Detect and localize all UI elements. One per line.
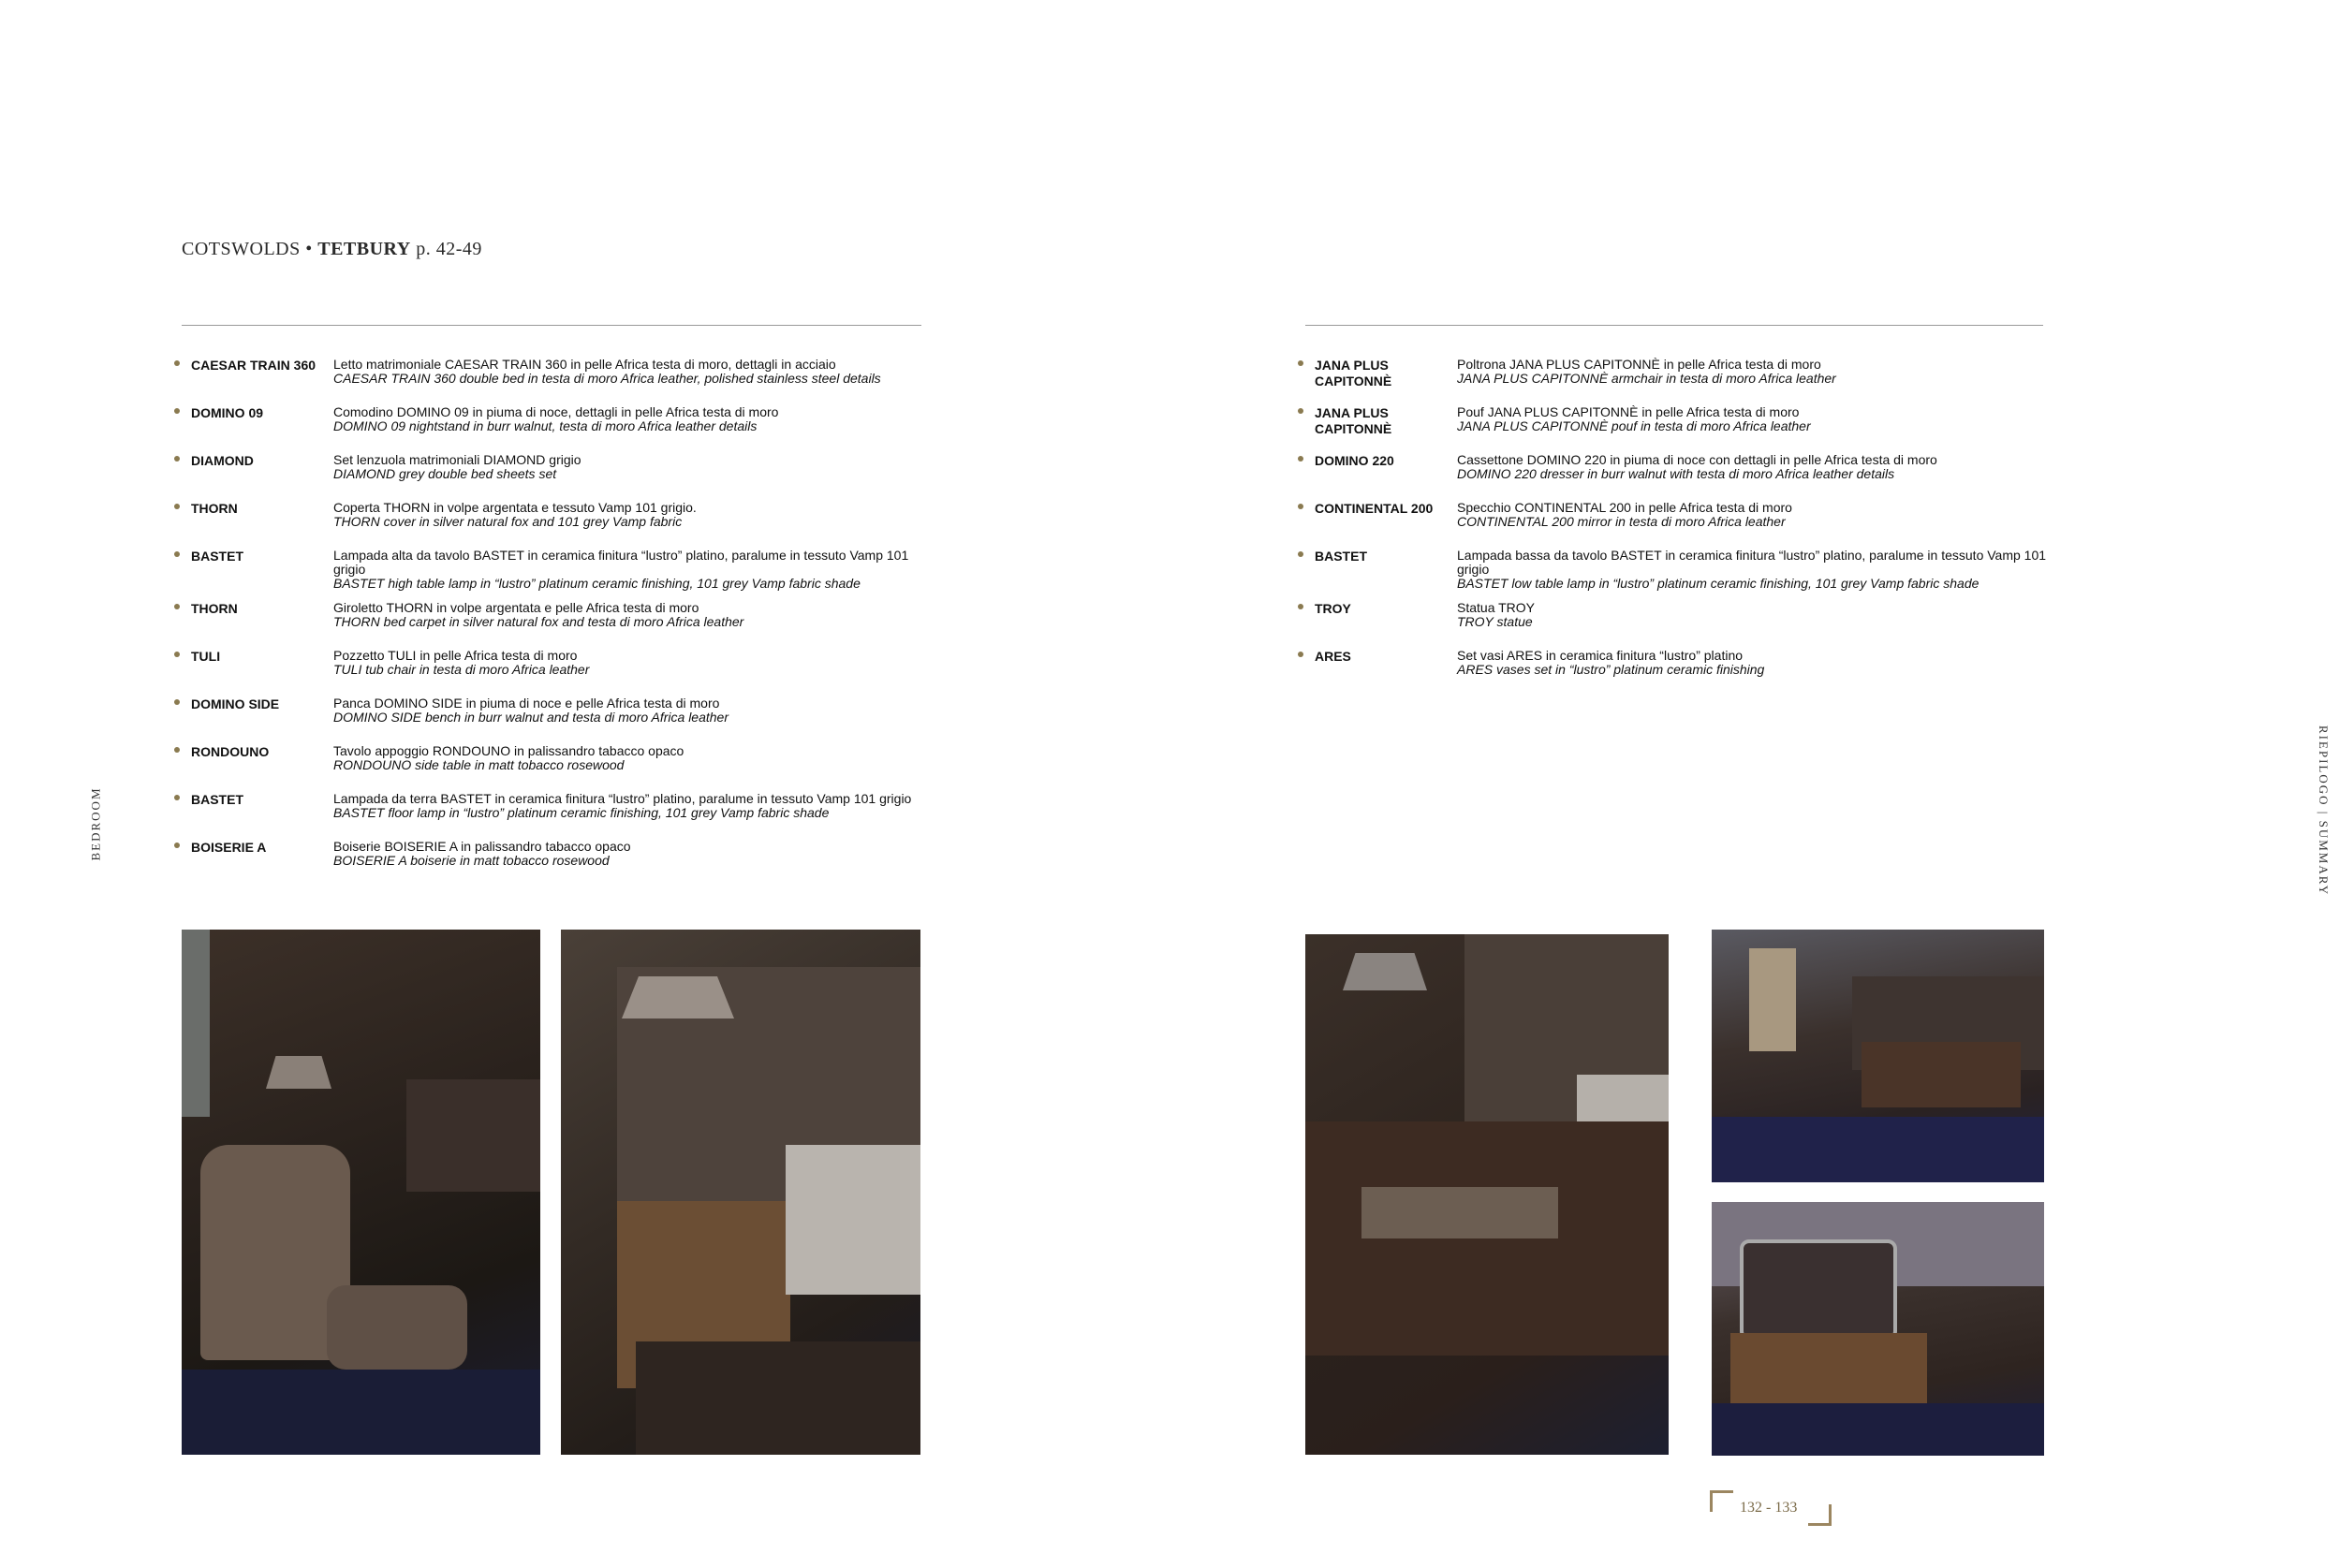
divider-left [182, 325, 921, 326]
description-italian: Panca DOMINO SIDE in piuma di noce e pelle Africa testa di moro [333, 696, 720, 711]
product-description [333, 549, 923, 591]
product-list-right [1298, 358, 2047, 696]
product-name: DIAMOND [191, 453, 254, 468]
bed-cover-shape [1305, 1121, 1669, 1356]
product-entry [174, 744, 923, 782]
bullet-icon [174, 604, 180, 609]
description-english: BASTET high table lamp in “lustro” platinum ceramic finishing, 101 grey Vamp fabric shade [333, 576, 861, 591]
bullet-icon [174, 652, 180, 657]
pouf-shape [327, 1285, 467, 1370]
carpet-shape [1712, 1403, 2044, 1456]
product-entry [174, 840, 923, 877]
product-entry [1298, 601, 2047, 638]
product-list-left [174, 358, 923, 887]
product-description [1457, 358, 2047, 386]
page-reference: p. 42-49 [410, 239, 482, 259]
bullet-icon [1298, 652, 1303, 657]
description-english: BOISERIE A boiserie in matt tobacco rosewood [333, 853, 610, 868]
product-name: ARES [1315, 649, 1351, 664]
description-english: DOMINO 220 dresser in burr walnut with testa di moro Africa leather details [1457, 466, 1895, 481]
description-english: DOMINO SIDE bench in burr walnut and testa di moro Africa leather [333, 710, 728, 725]
title-separator: • [300, 239, 318, 259]
description-english: JANA PLUS CAPITONNÈ pouf in testa di moro Africa leather [1457, 418, 1811, 433]
description-english: BASTET floor lamp in “lustro” platinum ceramic finishing, 101 grey Vamp fabric shade [333, 805, 830, 820]
product-description [1457, 501, 2047, 529]
bedroom-photo-bench [1305, 934, 1669, 1455]
bedding-shape [786, 1145, 920, 1295]
product-entry [1298, 649, 2047, 686]
section-label-summary: RIEPILOGO | SUMMARY [2317, 725, 2332, 897]
description-english: THORN bed carpet in silver natural fox and testa di moro Africa leather [333, 614, 744, 629]
page-number [1710, 1490, 1832, 1526]
product-name: RONDOUNO [191, 744, 270, 759]
description-italian: Set vasi ARES in ceramica finitura “lustro” platino [1457, 648, 1744, 663]
description-english: CONTINENTAL 200 mirror in testa di moro Africa leather [1457, 514, 1786, 529]
window-shape [182, 930, 210, 1117]
product-name: JANA PLUS CAPITONNÈ [1315, 405, 1392, 436]
description-italian: Lampada bassa da tavolo BASTET in ceramica finitura “lustro” platino, paralume in tessuto Vamp 101 grigio [1457, 548, 2047, 577]
carpet-shape [1712, 1117, 2044, 1182]
description-italian: Specchio CONTINENTAL 200 in pelle Africa testa di moro [1457, 500, 1792, 515]
bullet-icon [174, 843, 180, 848]
product-entry [174, 601, 923, 638]
bullet-icon [1298, 360, 1303, 366]
bullet-icon [174, 551, 180, 557]
product-entry [174, 792, 923, 829]
bullet-icon [174, 456, 180, 462]
product-description [333, 358, 923, 386]
page-number-text: 132 - 133 [1740, 1500, 1798, 1516]
description-italian: Boiserie BOISERIE A in palissandro tabacco opaco [333, 839, 631, 854]
description-english: CAESAR TRAIN 360 double bed in testa di moro Africa leather, polished stainless steel details [333, 371, 881, 386]
description-italian: Comodino DOMINO 09 in piuma di noce, dettagli in pelle Africa testa di moro [333, 404, 779, 419]
product-entry [174, 358, 923, 395]
product-name: BASTET [191, 792, 243, 807]
description-english: ARES vases set in “lustro” platinum ceramic finishing [1457, 662, 1765, 677]
dresser-shape [1730, 1333, 1927, 1403]
product-name: CONTINENTAL 200 [1315, 501, 1434, 516]
product-name: THORN [191, 601, 238, 616]
description-italian: Set lenzuola matrimoniali DIAMOND grigio [333, 452, 581, 467]
description-english: JANA PLUS CAPITONNÈ armchair in testa di moro Africa leather [1457, 371, 1836, 386]
product-name: JANA PLUS CAPITONNÈ [1315, 358, 1392, 388]
fur-rug-shape [636, 1341, 920, 1455]
product-description [333, 501, 923, 529]
bedroom-photo-dresser [1712, 1202, 2044, 1456]
product-entry [174, 696, 923, 734]
product-entry [1298, 501, 2047, 538]
product-entry [174, 501, 923, 538]
window-shape [1749, 948, 1796, 1051]
description-english: TULI tub chair in testa di moro Africa leather [333, 662, 590, 677]
product-name: CAESAR TRAIN 360 [191, 358, 316, 373]
description-italian: Pozzetto TULI in pelle Africa testa di moro [333, 648, 578, 663]
bedroom-photo-wide [1712, 930, 2044, 1182]
product-name: DOMINO 09 [191, 405, 264, 420]
product-description [333, 792, 923, 820]
product-name: DOMINO 220 [1315, 453, 1394, 468]
product-description [333, 649, 923, 677]
product-entry [174, 453, 923, 491]
bullet-icon [174, 699, 180, 705]
description-english: DOMINO 09 nightstand in burr walnut, testa di moro Africa leather details [333, 418, 758, 433]
bed-shape [1862, 1042, 2021, 1107]
product-name: THORN [191, 501, 238, 516]
product-description [333, 405, 923, 433]
product-name: TROY [1315, 601, 1351, 616]
lamp-shade-shape [266, 1056, 331, 1089]
corner-bracket-icon [1808, 1504, 1832, 1526]
product-name: BASTET [1315, 549, 1367, 564]
product-description [1457, 453, 2047, 481]
product-description [1457, 549, 2047, 591]
description-english: TROY statue [1457, 614, 1533, 629]
product-name: TULI [191, 649, 221, 664]
product-entry [174, 649, 923, 686]
product-entry [1298, 453, 2047, 491]
product-name: DOMINO SIDE [191, 696, 280, 711]
description-english: THORN cover in silver natural fox and 101 grey Vamp fabric [333, 514, 683, 529]
description-italian: Lampada alta da tavolo BASTET in ceramica finitura “lustro” platino, paralume in tessuto Vamp 101 grigio [333, 548, 909, 577]
divider-right [1305, 325, 2043, 326]
corner-bracket-icon [1710, 1490, 1733, 1512]
bullet-icon [174, 795, 180, 800]
bullet-icon [174, 408, 180, 414]
product-entry [174, 549, 923, 591]
description-italian: Poltrona JANA PLUS CAPITONNÈ in pelle Africa testa di moro [1457, 357, 1821, 372]
product-description [333, 696, 923, 725]
carpet-shape [182, 1370, 540, 1455]
bullet-icon [1298, 456, 1303, 462]
product-entry [1298, 549, 2047, 591]
product-description [333, 840, 923, 868]
bullet-icon [174, 747, 180, 753]
bullet-icon [1298, 504, 1303, 509]
description-english: RONDOUNO side table in matt tobacco rosewood [333, 757, 625, 772]
product-description [333, 744, 923, 772]
lamp-shade-shape [1343, 953, 1427, 990]
description-english: DIAMOND grey double bed sheets set [333, 466, 557, 481]
section-label-bedroom: BEDROOM [88, 786, 103, 861]
bedroom-photo-armchair [182, 930, 540, 1455]
mirror-shape [1740, 1239, 1897, 1341]
product-entry [1298, 358, 2047, 395]
product-description [333, 601, 923, 629]
product-entry [174, 405, 923, 443]
product-description [1457, 601, 2047, 629]
model-name: TETBURY [317, 239, 411, 259]
bullet-icon [1298, 551, 1303, 557]
product-name: BASTET [191, 549, 243, 564]
product-description [1457, 405, 2047, 433]
product-entry [1298, 405, 2047, 443]
description-italian: Lampada da terra BASTET in ceramica finitura “lustro” platino, paralume in tessuto Vamp 101 grigio [333, 791, 912, 806]
product-description [1457, 649, 2047, 677]
description-italian: Cassettone DOMINO 220 in piuma di noce con dettagli in pelle Africa testa di moro [1457, 452, 1937, 467]
headboard-shape [406, 1079, 540, 1192]
description-english: BASTET low table lamp in “lustro” platinum ceramic finishing, 101 grey Vamp fabric shade [1457, 576, 1979, 591]
lamp-shade-shape [622, 976, 734, 1018]
product-name: BOISERIE A [191, 840, 267, 855]
description-italian: Pouf JANA PLUS CAPITONNÈ in pelle Africa testa di moro [1457, 404, 1800, 419]
bullet-icon [1298, 408, 1303, 414]
description-italian: Letto matrimoniale CAESAR TRAIN 360 in pelle Africa testa di moro, dettagli in acciaio [333, 357, 836, 372]
description-italian: Coperta THORN in volpe argentata e tessuto Vamp 101 grigio. [333, 500, 697, 515]
description-italian: Giroletto THORN in volpe argentata e pelle Africa testa di moro [333, 600, 699, 615]
product-description [333, 453, 923, 481]
description-italian: Tavolo appoggio RONDOUNO in palissandro tabacco opaco [333, 743, 684, 758]
bench-shape [1361, 1187, 1558, 1238]
page-title [182, 239, 482, 260]
bullet-icon [174, 504, 180, 509]
bullet-icon [1298, 604, 1303, 609]
description-italian: Statua TROY [1457, 600, 1536, 615]
bullet-icon [174, 360, 180, 366]
bedroom-photo-nightstand [561, 930, 920, 1455]
collection-name: COTSWOLDS [182, 239, 301, 259]
